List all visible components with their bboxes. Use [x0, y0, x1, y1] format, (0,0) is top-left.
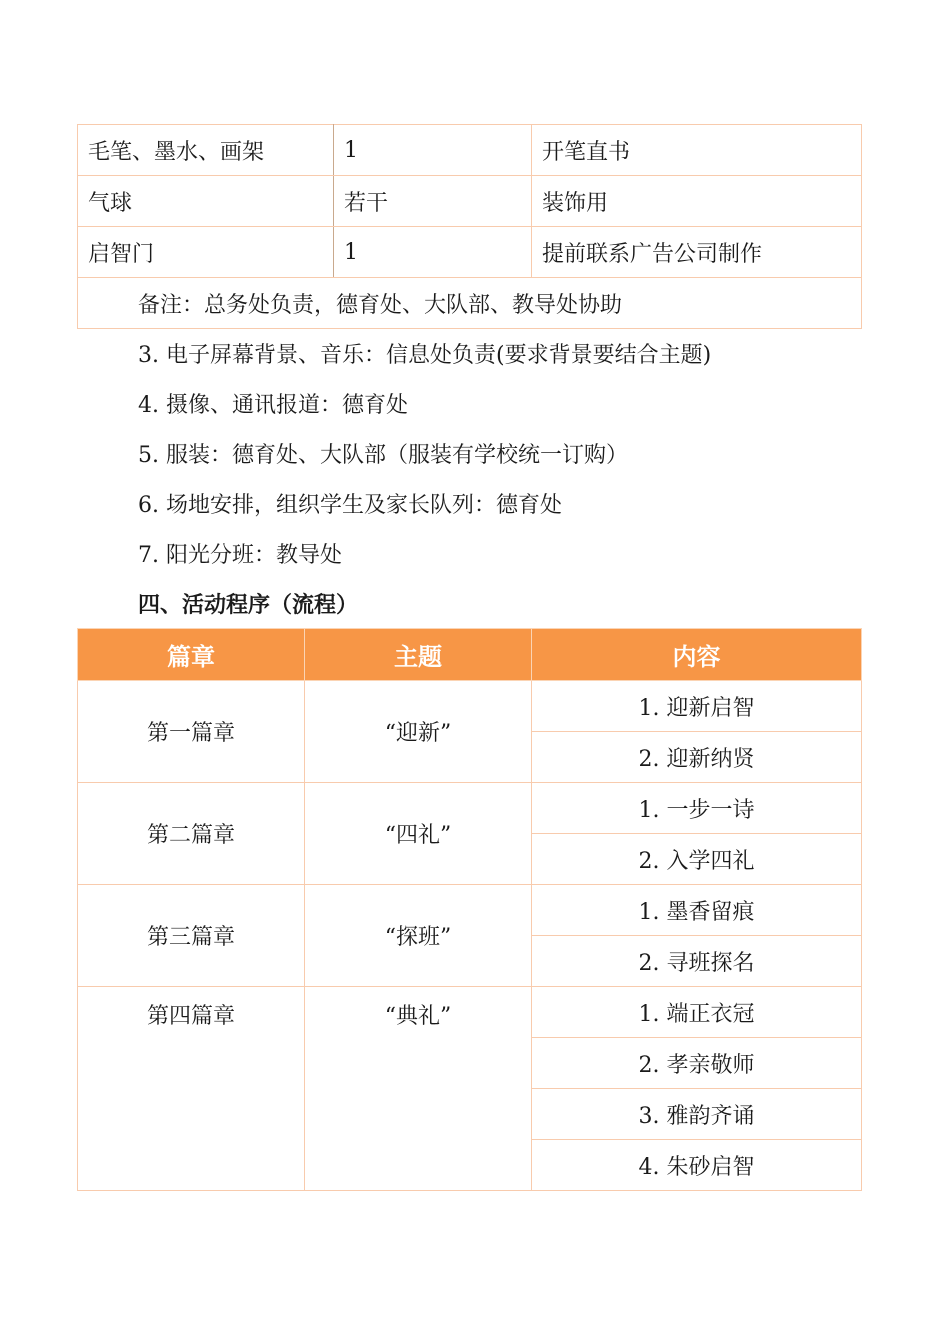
- material-name: 启智门: [78, 227, 334, 278]
- chapter-theme: “探班”: [305, 885, 532, 987]
- table-row: [78, 278, 862, 329]
- material-quantity: 若干: [334, 176, 532, 227]
- chapter-item: 2. 孝亲敬师: [532, 1038, 862, 1089]
- chapter-theme: “四礼”: [305, 783, 532, 885]
- list-item: 6. 场地安排，组织学生及家长队列：德育处: [138, 493, 562, 518]
- chapter-item: 1. 迎新启智: [532, 681, 862, 732]
- material-name: 毛笔、墨水、画架: [78, 125, 334, 176]
- header-chapter: 篇章: [78, 629, 305, 681]
- chapter-name: 第一篇章: [78, 681, 305, 783]
- list-item: 7. 阳光分班：教导处: [138, 543, 342, 568]
- header-theme: 主题: [305, 629, 532, 681]
- materials-note: 备注：总务处负责，德育处、大队部、教导处协助: [78, 278, 862, 329]
- chapter-name: 第二篇章: [78, 783, 305, 885]
- material-quantity: 1: [334, 125, 532, 176]
- material-quantity: 1: [334, 227, 532, 278]
- chapter-item: 1. 墨香留痕: [532, 885, 862, 936]
- materials-table: [77, 124, 862, 329]
- material-use: 开笔直书: [532, 125, 862, 176]
- chapter-name: 第三篇章: [78, 885, 305, 987]
- header-content: 内容: [532, 629, 862, 681]
- table-row: [78, 885, 862, 936]
- material-use: 提前联系广告公司制作: [532, 227, 862, 278]
- chapter-item: 1. 一步一诗: [532, 783, 862, 834]
- table-header-row: [78, 629, 862, 681]
- material-use: 装饰用: [532, 176, 862, 227]
- chapter-item: 4. 朱砂启智: [532, 1140, 862, 1191]
- chapter-name: 第四篇章: [78, 987, 305, 1191]
- table-row: [78, 783, 862, 834]
- material-name: 气球: [78, 176, 334, 227]
- chapter-item: 1. 端正衣冠: [532, 987, 862, 1038]
- section-title: 四、活动程序（流程）: [138, 592, 359, 618]
- chapter-item: 2. 入学四礼: [532, 834, 862, 885]
- chapter-theme: “迎新”: [305, 681, 532, 783]
- chapter-theme: “典礼”: [305, 987, 532, 1191]
- chapter-item: 3. 雅韵齐诵: [532, 1089, 862, 1140]
- list-item: 4. 摄像、通讯报道：德育处: [138, 393, 408, 418]
- table-row: [78, 987, 862, 1038]
- table-row: [78, 125, 862, 176]
- table-row: [78, 176, 862, 227]
- list-item: 3. 电子屏幕背景、音乐：信息处负责(要求背景要结合主题): [138, 343, 712, 368]
- table-row: [78, 227, 862, 278]
- list-item: 5. 服装：德育处、大队部（服装有学校统一订购）: [138, 443, 628, 468]
- responsibility-list: [138, 331, 858, 581]
- program-table: [77, 628, 862, 1191]
- chapter-item: 2. 迎新纳贤: [532, 732, 862, 783]
- chapter-item: 2. 寻班探名: [532, 936, 862, 987]
- table-row: [78, 681, 862, 732]
